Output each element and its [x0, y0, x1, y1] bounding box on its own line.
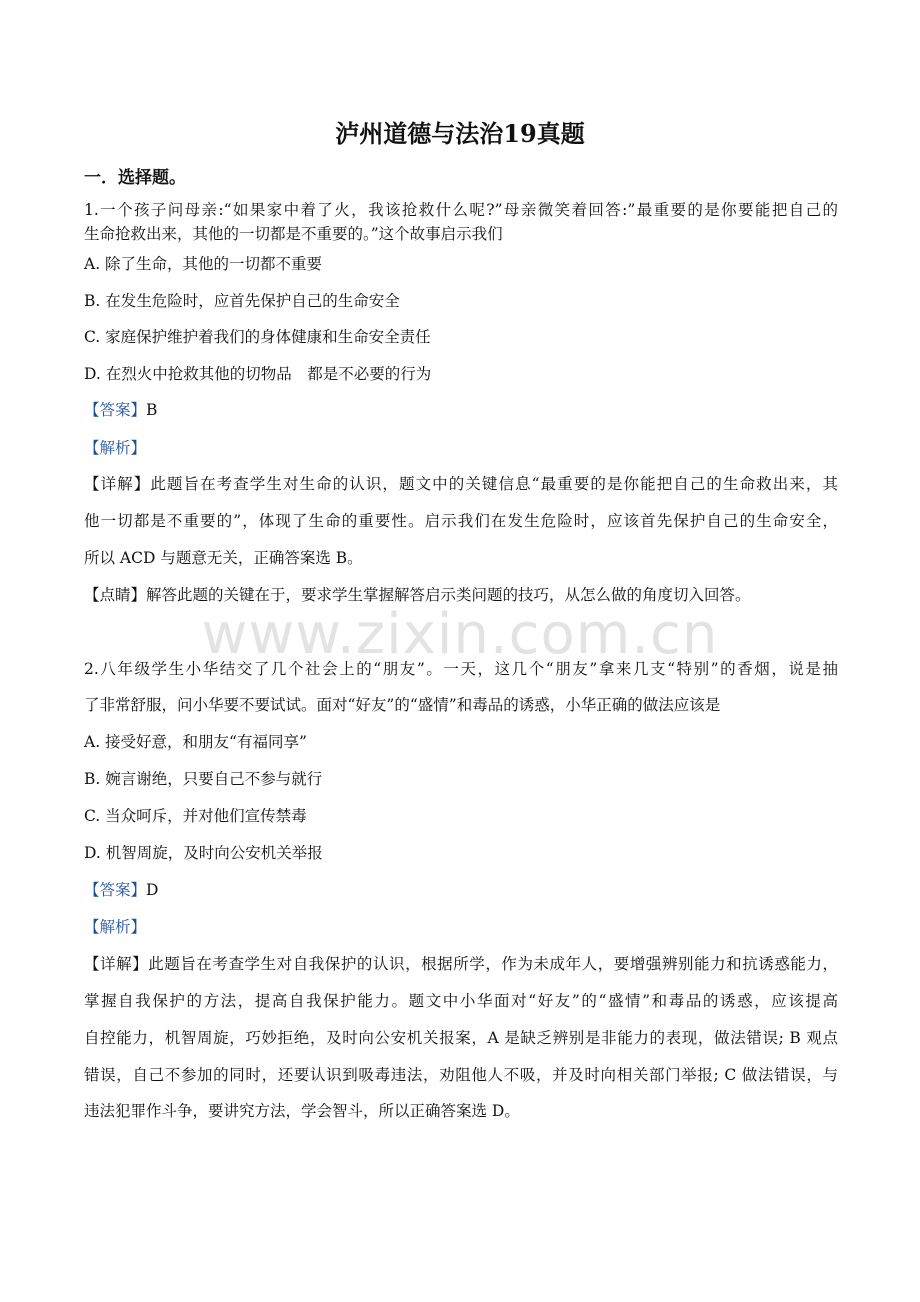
- question-1-detail-line-3: 所以 ACD 与题意无关，正确答案选 B。: [84, 549, 363, 567]
- question-2-option-b: B. 婉言谢绝，只要自己不参与就行: [84, 770, 323, 788]
- question-1-answer: [84, 398, 838, 422]
- question-2-detail-line-3: 自控能力，机智周旋，巧妙拒绝，及时向公安机关报案，A 是缺乏辨别是非能力的表现，做法错误; B 观点: [84, 1029, 838, 1047]
- section-heading: 一．选择题。: [84, 168, 186, 188]
- question-2-stem-line-1: 2.八年级学生小华结交了几个社会上的“朋友”。一天，这几个“朋友”拿来几支“特别”的香烟，说是抽: [84, 660, 838, 678]
- question-1-analysis-tag: [84, 436, 838, 460]
- question-2-analysis-tag: [84, 915, 838, 939]
- question-1-option-d: D. 在烈火中抢救其他的切物品 都是不必要的行为: [84, 365, 432, 383]
- detail-tag: 【详解】: [84, 475, 151, 493]
- question-1-comment: [84, 583, 838, 607]
- detail-text: 此题旨在考查学生对生命的认识，题文中的关键信息“最重要的是你能把自己的生命救出来，其: [150, 475, 838, 493]
- analysis-tag: 【解析】: [84, 918, 147, 936]
- question-2-detail-line-1: [84, 952, 838, 976]
- answer-value: B: [146, 401, 158, 419]
- watermark: www.zixin.com.cn: [201, 602, 719, 667]
- page-title: 泸州道德与法治19真题: [335, 119, 585, 148]
- comment-tag: 【点睛】: [84, 586, 147, 604]
- question-2-detail-line-5: 违法犯罪作斗争，要讲究方法，学会智斗，所以正确答案选 D。: [84, 1102, 520, 1120]
- question-2-stem-line-2: 了非常舒服，问小华要不要试试。面对“好友”的“盛情”和毒品的诱惑，小华正确的做法应该是: [84, 696, 721, 714]
- question-1-detail-line-2: 他一切都是不重要的”，体现了生命的重要性。启示我们在发生危险时，应该首先保护自己的生命安全，: [84, 512, 838, 530]
- question-2-answer: [84, 878, 838, 902]
- analysis-tag: 【解析】: [84, 439, 147, 457]
- answer-tag: 【答案】: [84, 401, 147, 419]
- question-2-detail-line-2: 掌握自我保护的方法，提高自我保护能力。题文中小华面对“好友”的“盛情”和毒品的诱惑，应该提高: [84, 992, 838, 1010]
- answer-value: D: [146, 881, 159, 899]
- question-2-detail-line-4: 错误，自己不参加的同时，还要认识到吸毒违法，劝阻他人不吸，并及时向相关部门举报; C 做法错误，与: [84, 1066, 838, 1084]
- question-1-stem-line-1: 1.一个孩子问母亲:“如果家中着了火，我该抢救什么呢?”母亲微笑着回答:”最重要的是你要能把自己的: [84, 201, 838, 219]
- question-2-option-d: D. 机智周旋，及时向公安机关举报: [84, 844, 323, 862]
- question-1-stem-line-2: 生命抢救出来，其他的一切都是不重要的。”这个故事启示我们: [84, 225, 503, 243]
- question-1-option-c: C. 家庭保护维护着我们的身体健康和生命安全责任: [84, 328, 431, 346]
- question-1-option-a: A. 除了生命，其他的一切都不重要: [84, 255, 323, 273]
- answer-tag: 【答案】: [84, 881, 147, 899]
- detail-text: 此题旨在考查学生对自我保护的认识，根据所学，作为未成年人，要增强辨别能力和抗诱惑能力，: [148, 955, 838, 973]
- question-2-option-a: A. 接受好意，和朋友“有福同享”: [84, 733, 307, 751]
- question-2-option-c: C. 当众呵斥，并对他们宣传禁毒: [84, 807, 307, 825]
- question-1-option-b: B. 在发生危险时，应首先保护自己的生命安全: [84, 292, 400, 310]
- comment-text: 解答此题的关键在于，要求学生掌握解答启示类问题的技巧，从怎么做的角度切入回答。: [146, 586, 751, 604]
- question-1-detail-line-1: [84, 472, 838, 496]
- detail-tag: 【详解】: [84, 955, 149, 973]
